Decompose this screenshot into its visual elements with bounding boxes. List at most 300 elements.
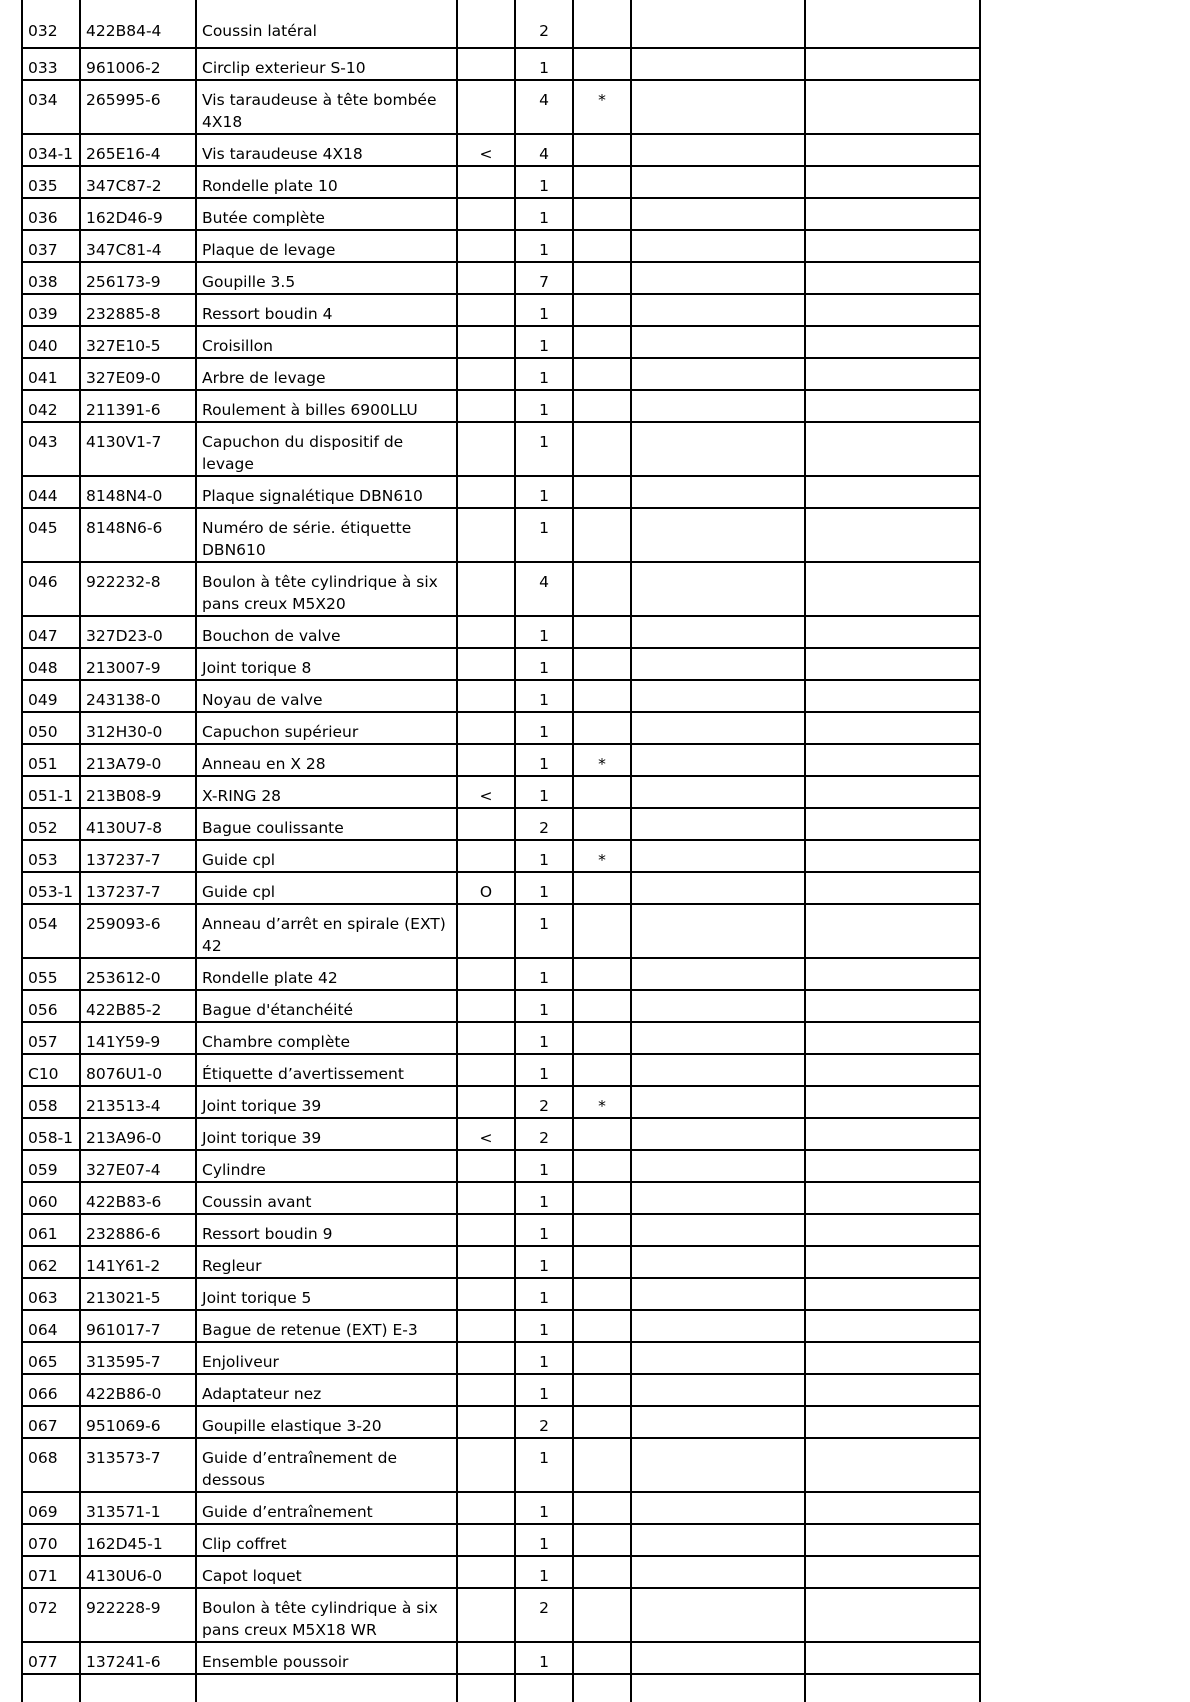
description-cell: Plaque signalétique DBN610 — [196, 476, 457, 508]
empty-cell — [631, 1278, 805, 1310]
empty-cell — [805, 1342, 980, 1374]
description-cell: Joint torique 5 — [196, 1278, 457, 1310]
empty-cell — [805, 712, 980, 744]
table-row — [22, 744, 980, 776]
item-number-cell: 058 — [22, 1086, 80, 1118]
description-cell: Vis taraudeuse à tête bombée 4X18 — [196, 80, 457, 134]
description-cell: Vis taraudeuse 4X18 — [196, 134, 457, 166]
description-cell: Capuchon supérieur — [196, 712, 457, 744]
table-row — [22, 1438, 980, 1492]
empty-cell — [631, 1182, 805, 1214]
table-row — [22, 1674, 980, 1702]
empty-cell — [631, 294, 805, 326]
symbol-cell — [457, 0, 515, 48]
item-number-cell: 072 — [22, 1588, 80, 1642]
symbol-cell — [457, 1086, 515, 1118]
quantity-cell: 2 — [515, 1086, 573, 1118]
description-cell: Joint torique 39 — [196, 1086, 457, 1118]
item-number-cell: 054 — [22, 904, 80, 958]
table-row — [22, 1406, 980, 1438]
quantity-cell: 4 — [515, 80, 573, 134]
empty-cell — [631, 1492, 805, 1524]
table-row — [22, 422, 980, 476]
item-number-cell: 052 — [22, 808, 80, 840]
note-mark-cell — [573, 476, 631, 508]
description-cell: Joint torique 39 — [196, 1118, 457, 1150]
note-mark-cell — [573, 1150, 631, 1182]
quantity-cell: 1 — [515, 1642, 573, 1674]
empty-cell — [631, 712, 805, 744]
quantity-cell: 4 — [515, 134, 573, 166]
empty-cell — [631, 680, 805, 712]
table-row — [22, 1214, 980, 1246]
symbol-cell — [457, 476, 515, 508]
quantity-cell: 2 — [515, 1406, 573, 1438]
description-cell: Guide d’entraînement — [196, 1492, 457, 1524]
item-number-cell: 064 — [22, 1310, 80, 1342]
description-cell: Circlip exterieur S-10 — [196, 48, 457, 80]
symbol-cell: O — [457, 872, 515, 904]
note-mark-cell — [573, 1182, 631, 1214]
item-number-cell: 033 — [22, 48, 80, 80]
item-number-cell: 051-1 — [22, 776, 80, 808]
empty-cell — [805, 422, 980, 476]
empty-cell — [805, 1438, 980, 1492]
parts-list — [21, 0, 981, 1702]
empty-cell — [805, 648, 980, 680]
item-number-cell: 047 — [22, 616, 80, 648]
description-cell: Numéro de série. étiquette DBN610 — [196, 508, 457, 562]
quantity-cell: 1 — [515, 776, 573, 808]
item-number-cell: 045 — [22, 508, 80, 562]
part-number-cell: 8076U1-0 — [80, 1054, 196, 1086]
symbol-cell — [457, 508, 515, 562]
note-mark-cell — [573, 616, 631, 648]
item-number-cell: 060 — [22, 1182, 80, 1214]
note-mark-cell — [573, 390, 631, 422]
quantity-cell: 1 — [515, 712, 573, 744]
table-row — [22, 1642, 980, 1674]
part-number-cell: 4130U7-8 — [80, 808, 196, 840]
empty-cell — [631, 1310, 805, 1342]
part-number-cell: 259093-6 — [80, 904, 196, 958]
quantity-cell: 1 — [515, 1524, 573, 1556]
quantity-cell: 1 — [515, 744, 573, 776]
description-cell: Noyau de valve — [196, 680, 457, 712]
note-mark-cell — [573, 1374, 631, 1406]
part-number-cell: 4130V1-7 — [80, 422, 196, 476]
part-number-cell: 8148N4-0 — [80, 476, 196, 508]
quantity-cell: 1 — [515, 1246, 573, 1278]
description-cell: Regleur — [196, 1246, 457, 1278]
empty-cell — [805, 1588, 980, 1642]
empty-cell — [805, 1150, 980, 1182]
table-row — [22, 198, 980, 230]
empty-cell — [805, 230, 980, 262]
description-cell: Anneau d’arrêt en spirale (EXT) 42 — [196, 904, 457, 958]
note-mark-cell — [573, 1278, 631, 1310]
empty-cell — [805, 562, 980, 616]
quantity-cell: 1 — [515, 166, 573, 198]
table-row — [22, 648, 980, 680]
symbol-cell — [457, 1182, 515, 1214]
empty-cell — [805, 1182, 980, 1214]
part-number-cell: 213007-9 — [80, 648, 196, 680]
symbol-cell — [457, 1406, 515, 1438]
note-mark-cell — [573, 680, 631, 712]
table-row — [22, 476, 980, 508]
table-row — [22, 808, 980, 840]
empty-cell — [631, 1214, 805, 1246]
empty-cell — [805, 1374, 980, 1406]
empty-cell — [631, 562, 805, 616]
item-number-cell: 066 — [22, 1374, 80, 1406]
empty-cell — [805, 1492, 980, 1524]
empty-cell — [805, 166, 980, 198]
symbol-cell — [457, 1374, 515, 1406]
empty-cell — [515, 1674, 573, 1702]
table-row — [22, 1054, 980, 1086]
description-cell: Ressort boudin 9 — [196, 1214, 457, 1246]
table-row — [22, 872, 980, 904]
table-row — [22, 616, 980, 648]
empty-cell — [631, 958, 805, 990]
quantity-cell: 1 — [515, 958, 573, 990]
quantity-cell: 2 — [515, 808, 573, 840]
quantity-cell: 1 — [515, 422, 573, 476]
quantity-cell: 1 — [515, 508, 573, 562]
part-number-cell: 232885-8 — [80, 294, 196, 326]
part-number-cell: 327D23-0 — [80, 616, 196, 648]
table-row — [22, 776, 980, 808]
note-mark-cell — [573, 562, 631, 616]
table-row — [22, 1182, 980, 1214]
note-mark-cell — [573, 1438, 631, 1492]
part-number-cell: 327E09-0 — [80, 358, 196, 390]
item-number-cell: 053-1 — [22, 872, 80, 904]
note-mark-cell — [573, 1406, 631, 1438]
empty-cell — [805, 476, 980, 508]
symbol-cell — [457, 958, 515, 990]
empty-cell — [631, 1674, 805, 1702]
part-number-cell: 313573-7 — [80, 1438, 196, 1492]
empty-cell — [631, 990, 805, 1022]
note-mark-cell — [573, 1054, 631, 1086]
symbol-cell — [457, 808, 515, 840]
table-row — [22, 712, 980, 744]
quantity-cell: 1 — [515, 390, 573, 422]
table-row — [22, 294, 980, 326]
symbol-cell — [457, 744, 515, 776]
parts-table-body — [22, 0, 980, 1702]
empty-cell — [805, 680, 980, 712]
description-cell: X-RING 28 — [196, 776, 457, 808]
symbol-cell — [457, 1278, 515, 1310]
symbol-cell — [457, 840, 515, 872]
part-number-cell: 422B84-4 — [80, 0, 196, 48]
note-mark-cell — [573, 1556, 631, 1588]
symbol-cell — [457, 1246, 515, 1278]
table-row — [22, 358, 980, 390]
part-number-cell: 347C87-2 — [80, 166, 196, 198]
item-number-cell: 032 — [22, 0, 80, 48]
symbol-cell — [457, 990, 515, 1022]
item-number-cell: 038 — [22, 262, 80, 294]
quantity-cell: 1 — [515, 1374, 573, 1406]
description-cell: Bague d'étanchéité — [196, 990, 457, 1022]
table-row — [22, 1150, 980, 1182]
quantity-cell: 1 — [515, 1182, 573, 1214]
item-number-cell: 044 — [22, 476, 80, 508]
item-number-cell: 059 — [22, 1150, 80, 1182]
description-cell: Croisillon — [196, 326, 457, 358]
part-number-cell: 327E07-4 — [80, 1150, 196, 1182]
empty-cell — [631, 230, 805, 262]
note-mark-cell: * — [573, 840, 631, 872]
description-cell: Capuchon du dispositif de levage — [196, 422, 457, 476]
symbol-cell — [457, 1524, 515, 1556]
part-number-cell: 422B85-2 — [80, 990, 196, 1022]
table-row — [22, 1524, 980, 1556]
description-cell: Clip coffret — [196, 1524, 457, 1556]
description-cell: Butée complète — [196, 198, 457, 230]
empty-cell — [805, 1278, 980, 1310]
description-cell: Anneau en X 28 — [196, 744, 457, 776]
description-cell: Boulon à tête cylindrique à six pans creux M5X18 WR — [196, 1588, 457, 1642]
empty-cell — [805, 1118, 980, 1150]
empty-cell — [631, 1556, 805, 1588]
part-number-cell: 347C81-4 — [80, 230, 196, 262]
empty-cell — [805, 508, 980, 562]
symbol-cell — [457, 422, 515, 476]
description-cell: Plaque de levage — [196, 230, 457, 262]
empty-cell — [631, 1086, 805, 1118]
empty-cell — [805, 872, 980, 904]
empty-cell — [805, 358, 980, 390]
table-row — [22, 1374, 980, 1406]
symbol-cell — [457, 1342, 515, 1374]
part-number-cell: 265995-6 — [80, 80, 196, 134]
part-number-cell: 213A79-0 — [80, 744, 196, 776]
empty-cell — [805, 1524, 980, 1556]
empty-cell — [631, 1150, 805, 1182]
empty-cell — [631, 808, 805, 840]
empty-cell — [457, 1674, 515, 1702]
description-cell: Bouchon de valve — [196, 616, 457, 648]
note-mark-cell: * — [573, 744, 631, 776]
quantity-cell: 1 — [515, 1342, 573, 1374]
quantity-cell: 1 — [515, 294, 573, 326]
item-number-cell: 037 — [22, 230, 80, 262]
empty-cell — [631, 0, 805, 48]
empty-cell — [805, 616, 980, 648]
part-number-cell: 137237-7 — [80, 872, 196, 904]
empty-cell — [805, 1246, 980, 1278]
table-row — [22, 904, 980, 958]
empty-cell — [631, 1524, 805, 1556]
table-row — [22, 840, 980, 872]
table-row — [22, 230, 980, 262]
empty-cell — [805, 198, 980, 230]
item-number-cell: 071 — [22, 1556, 80, 1588]
symbol-cell — [457, 1556, 515, 1588]
note-mark-cell: * — [573, 80, 631, 134]
empty-cell — [805, 262, 980, 294]
quantity-cell: 1 — [515, 1310, 573, 1342]
table-row — [22, 990, 980, 1022]
empty-cell — [631, 166, 805, 198]
empty-cell — [631, 840, 805, 872]
quantity-cell: 1 — [515, 230, 573, 262]
empty-cell — [805, 744, 980, 776]
table-row — [22, 0, 980, 48]
item-number-cell: 039 — [22, 294, 80, 326]
empty-cell — [631, 904, 805, 958]
empty-cell — [631, 422, 805, 476]
quantity-cell: 1 — [515, 840, 573, 872]
symbol-cell: < — [457, 134, 515, 166]
part-number-cell: 4130U6-0 — [80, 1556, 196, 1588]
empty-cell — [805, 1310, 980, 1342]
note-mark-cell — [573, 422, 631, 476]
symbol-cell — [457, 326, 515, 358]
part-number-cell: 422B86-0 — [80, 1374, 196, 1406]
note-mark-cell — [573, 1022, 631, 1054]
quantity-cell: 1 — [515, 1054, 573, 1086]
table-row — [22, 48, 980, 80]
item-number-cell: 048 — [22, 648, 80, 680]
symbol-cell: < — [457, 1118, 515, 1150]
note-mark-cell — [573, 808, 631, 840]
description-cell: Guide d’entraînement de dessous — [196, 1438, 457, 1492]
empty-cell — [805, 958, 980, 990]
symbol-cell — [457, 1310, 515, 1342]
note-mark-cell — [573, 134, 631, 166]
note-mark-cell — [573, 198, 631, 230]
part-number-cell: 313595-7 — [80, 1342, 196, 1374]
part-number-cell: 312H30-0 — [80, 712, 196, 744]
empty-cell — [631, 744, 805, 776]
description-cell: Chambre complète — [196, 1022, 457, 1054]
quantity-cell: 1 — [515, 872, 573, 904]
quantity-cell: 1 — [515, 326, 573, 358]
note-mark-cell — [573, 326, 631, 358]
empty-cell — [805, 990, 980, 1022]
table-row — [22, 80, 980, 134]
note-mark-cell — [573, 1118, 631, 1150]
part-number-cell: 213A96-0 — [80, 1118, 196, 1150]
description-cell: Ensemble poussoir — [196, 1642, 457, 1674]
symbol-cell — [457, 390, 515, 422]
symbol-cell — [457, 1150, 515, 1182]
empty-cell — [631, 198, 805, 230]
symbol-cell — [457, 230, 515, 262]
item-number-cell: 058-1 — [22, 1118, 80, 1150]
empty-cell — [805, 904, 980, 958]
table-row — [22, 326, 980, 358]
empty-cell — [805, 808, 980, 840]
part-number-cell: 327E10-5 — [80, 326, 196, 358]
empty-cell — [805, 1406, 980, 1438]
item-number-cell: 046 — [22, 562, 80, 616]
item-number-cell: 065 — [22, 1342, 80, 1374]
part-number-cell: 162D46-9 — [80, 198, 196, 230]
empty-cell — [805, 1054, 980, 1086]
item-number-cell: 055 — [22, 958, 80, 990]
symbol-cell — [457, 294, 515, 326]
item-number-cell: 056 — [22, 990, 80, 1022]
empty-cell — [631, 48, 805, 80]
table-row — [22, 562, 980, 616]
description-cell: Goupille elastique 3-20 — [196, 1406, 457, 1438]
item-number-cell: 077 — [22, 1642, 80, 1674]
empty-cell — [805, 326, 980, 358]
empty-cell — [631, 326, 805, 358]
symbol-cell — [457, 1642, 515, 1674]
empty-cell — [631, 776, 805, 808]
quantity-cell: 1 — [515, 1278, 573, 1310]
table-row — [22, 1022, 980, 1054]
table-row — [22, 166, 980, 198]
table-row — [22, 958, 980, 990]
quantity-cell: 1 — [515, 1492, 573, 1524]
note-mark-cell — [573, 990, 631, 1022]
part-number-cell: 951069-6 — [80, 1406, 196, 1438]
description-cell: Cylindre — [196, 1150, 457, 1182]
note-mark-cell — [573, 262, 631, 294]
part-number-cell: 137241-6 — [80, 1642, 196, 1674]
empty-cell — [805, 1674, 980, 1702]
table-row — [22, 262, 980, 294]
quantity-cell: 2 — [515, 0, 573, 48]
part-number-cell: 961006-2 — [80, 48, 196, 80]
item-number-cell: 053 — [22, 840, 80, 872]
empty-cell — [631, 390, 805, 422]
part-number-cell: 141Y59-9 — [80, 1022, 196, 1054]
item-number-cell: 063 — [22, 1278, 80, 1310]
empty-cell — [22, 1674, 80, 1702]
quantity-cell: 1 — [515, 1022, 573, 1054]
item-number-cell: 034 — [22, 80, 80, 134]
description-cell: Guide cpl — [196, 840, 457, 872]
symbol-cell — [457, 712, 515, 744]
part-number-cell: 422B83-6 — [80, 1182, 196, 1214]
note-mark-cell — [573, 166, 631, 198]
item-number-cell: 069 — [22, 1492, 80, 1524]
item-number-cell: 050 — [22, 712, 80, 744]
empty-cell — [631, 872, 805, 904]
empty-cell — [805, 1022, 980, 1054]
note-mark-cell — [573, 1310, 631, 1342]
table-row — [22, 1588, 980, 1642]
part-number-cell: 232886-6 — [80, 1214, 196, 1246]
table-row — [22, 1118, 980, 1150]
symbol-cell — [457, 1588, 515, 1642]
note-mark-cell — [573, 1214, 631, 1246]
quantity-cell: 1 — [515, 1150, 573, 1182]
item-number-cell: 041 — [22, 358, 80, 390]
quantity-cell: 7 — [515, 262, 573, 294]
item-number-cell: 036 — [22, 198, 80, 230]
quantity-cell: 1 — [515, 48, 573, 80]
note-mark-cell: * — [573, 1086, 631, 1118]
table-row — [22, 1278, 980, 1310]
part-number-cell: 265E16-4 — [80, 134, 196, 166]
empty-cell — [631, 262, 805, 294]
note-mark-cell — [573, 904, 631, 958]
part-number-cell: 213B08-9 — [80, 776, 196, 808]
symbol-cell: < — [457, 776, 515, 808]
